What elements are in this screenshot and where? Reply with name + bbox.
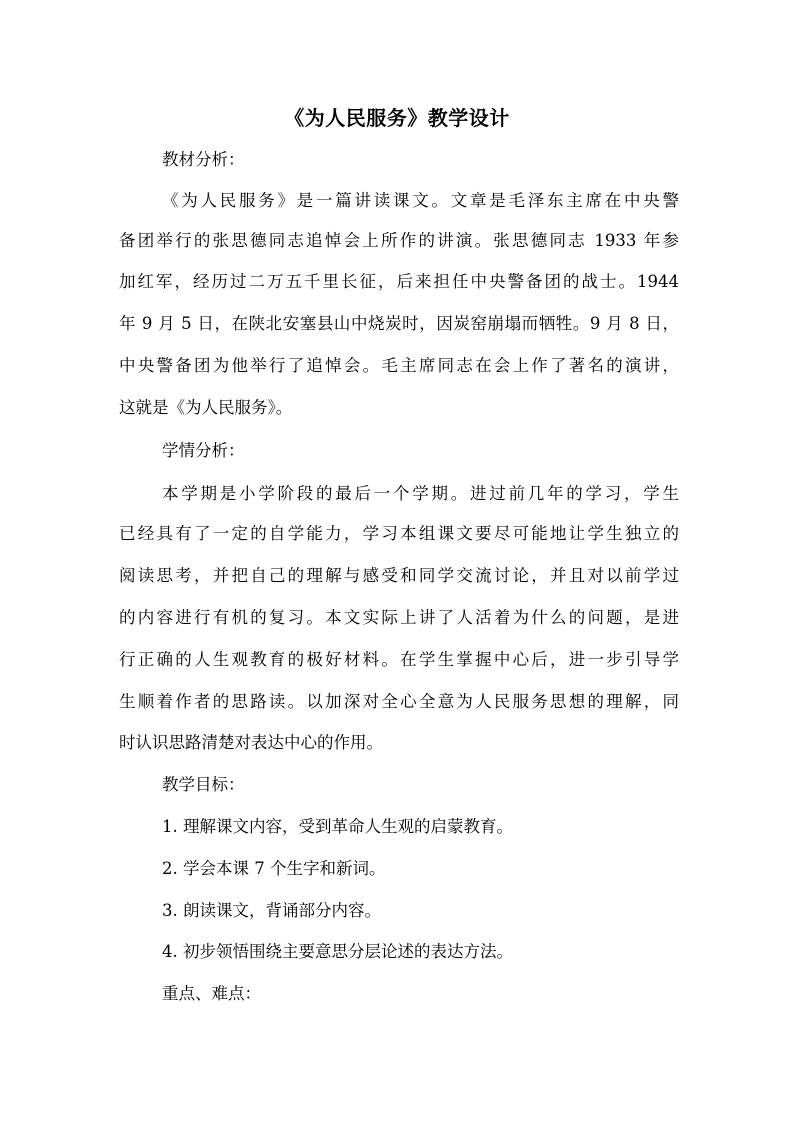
section-heading-student-analysis: 学情分析： [162, 441, 245, 460]
paragraph-line: 备团举行的张思德同志追悼会上所作的讲演。张思德同志 1933 年参 [119, 231, 679, 250]
goal-item: 3. 朗读课文，背诵部分内容。 [162, 901, 381, 920]
section-heading-key-points: 重点、难点： [162, 984, 261, 1003]
paragraph-line: 阅读思考，并把自己的理解与感受和同学交流讨论，并且对以前学过 [119, 566, 679, 585]
paragraph-line: 中央警备团为他举行了追悼会。毛主席同志在会上作了著名的演讲， [119, 356, 679, 375]
paragraph-line: 加红军，经历过二万五千里长征，后来担任中央警备团的战士。1944 [119, 272, 679, 291]
document-title: 《为人民服务》教学设计 [284, 106, 510, 130]
paragraph-line: 本学期是小学阶段的最后一个学期。进过前几年的学习，学生 [162, 484, 679, 503]
paragraph-line: 这就是《为人民服务》。 [119, 398, 293, 417]
paragraph-line: 《为人民服务》是一篇讲读课文。文章是毛泽东主席在中央警 [162, 191, 679, 210]
goal-item: 4. 初步领悟围绕主要意思分层论述的表达方法。 [162, 942, 513, 961]
paragraph-line: 生顺着作者的思路读。以加深对全心全意为人民服务思想的理解，同 [119, 692, 679, 711]
paragraph-line: 行正确的人生观教育的极好材料。在学生掌握中心后，进一步引导学 [119, 650, 679, 669]
paragraph-line: 年 9 月 5 日，在陕北安塞县山中烧炭时，因炭窑崩塌而牺牲。9 月 8 日， [119, 314, 679, 333]
goal-item: 1. 理解课文内容，受到革命人生观的启蒙教育。 [162, 817, 513, 836]
paragraph-line: 时认识思路清楚对表达中心的作用。 [119, 733, 383, 752]
section-heading-teaching-goals: 教学目标： [162, 775, 245, 794]
paragraph-line: 的内容进行有机的复习。本文实际上讲了人活着为什么的问题，是进 [119, 608, 679, 627]
paragraph-line: 已经具有了一定的自学能力，学习本组课文要尽可能地让学生独立的 [119, 524, 679, 543]
goal-item: 2. 学会本课 7 个生字和新词。 [162, 859, 386, 878]
section-heading-textbook-analysis: 教材分析： [162, 150, 245, 169]
